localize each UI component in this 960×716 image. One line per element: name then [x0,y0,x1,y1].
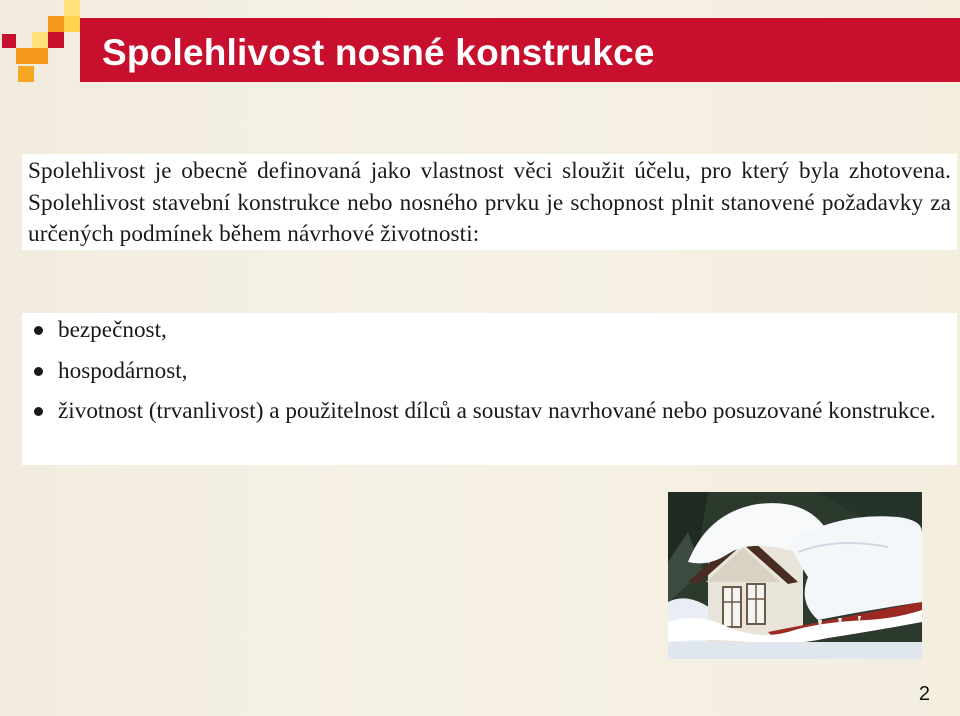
bullet-dot-icon [34,326,43,335]
bullet-dot-icon [34,367,43,376]
bullet-text: hospodárnost, [58,357,188,384]
bullet-text: životnost (trvanlivost) a použitelnost dílců a soustav navrhované nebo posuzované konstrukce. [58,398,936,424]
intro-panel [22,154,957,250]
title-bar [80,18,960,82]
bullet-dot-icon [34,407,43,416]
page-number: 2 [918,683,930,705]
bullet-item-safety [32,315,951,347]
bullet-item-economy [32,356,951,388]
intro-paragraph: Spolehlivost je obecně definovaná jako vlastnost věci sloužit účelu, pro který byla zhotovena. Spolehlivost stavební konstrukce nebo nosného prvku je schopnost plnit stanovené požadavky za určených podmínek během návrhové životnosti: [28,158,951,247]
bullet-text: bezpečnost, [58,317,167,343]
bullet-list-panel [22,313,957,465]
bullet-item-durability [32,396,951,428]
snowy-roof-photo [668,492,922,659]
slide-title: Spolehlivost nosné konstrukce [102,31,655,73]
bullet-list [32,315,951,428]
